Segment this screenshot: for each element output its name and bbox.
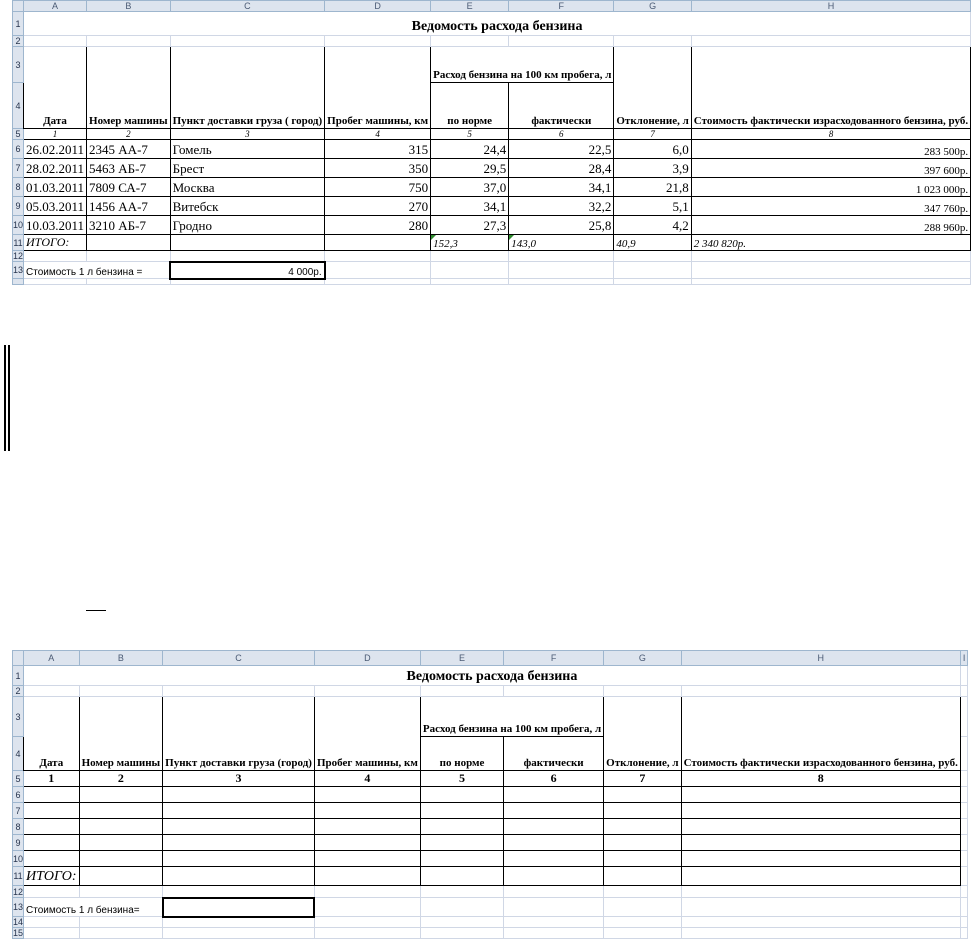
cell[interactable] [504, 886, 604, 898]
cell[interactable] [431, 36, 509, 47]
sheet-grid-template [12, 650, 968, 939]
cell[interactable] [24, 787, 80, 803]
cell-car[interactable]: 1456 АА-7 [87, 197, 171, 216]
header-date[interactable]: Дата [24, 47, 87, 129]
row-header-13[interactable]: 13 [13, 262, 24, 279]
row-header-5[interactable]: 5 [13, 771, 24, 787]
cell-city[interactable]: Брест [170, 159, 325, 178]
cell[interactable] [163, 835, 315, 851]
cell[interactable] [314, 819, 420, 835]
cell[interactable] [314, 787, 420, 803]
cell[interactable] [960, 771, 968, 787]
cell[interactable] [504, 851, 604, 867]
column-header-g[interactable]: G [614, 1, 691, 12]
sheet-grid-filled [12, 0, 971, 285]
header-deviation[interactable]: Отклонение, л [614, 47, 691, 129]
header-norm[interactable]: по норме [431, 83, 509, 129]
header-car-number[interactable]: Номер машины [79, 697, 163, 771]
cell[interactable] [504, 803, 604, 819]
table-row [13, 835, 968, 851]
totals-deviation[interactable]: 40,9 [614, 235, 691, 251]
cell-city[interactable]: Витебск [170, 197, 325, 216]
cell[interactable] [960, 819, 968, 835]
table-row [13, 803, 968, 819]
price-value-cell[interactable]: 4 000р. [170, 262, 325, 279]
cell[interactable] [960, 898, 968, 917]
sheet-title[interactable]: Ведомость расхода бензина [24, 666, 961, 686]
table-row [13, 819, 968, 835]
cell[interactable] [163, 803, 315, 819]
cell[interactable] [87, 279, 171, 285]
row-header-8[interactable]: 8 [13, 819, 24, 835]
table-row [13, 159, 971, 178]
cell[interactable] [24, 928, 80, 939]
column-number[interactable]: 5 [431, 129, 509, 140]
cell[interactable] [504, 867, 604, 886]
cell-deviation[interactable]: 6,0 [614, 140, 691, 159]
cell-car[interactable]: 2345 АА-7 [87, 140, 171, 159]
cell-cost[interactable]: 347 760р. [691, 197, 970, 216]
cell[interactable] [604, 835, 681, 851]
cell[interactable] [24, 835, 80, 851]
cell[interactable] [614, 279, 691, 285]
cell[interactable] [504, 819, 604, 835]
cell[interactable] [604, 867, 681, 886]
row-header-15[interactable]: 15 [13, 928, 24, 938]
cell[interactable] [163, 787, 315, 803]
sheet-title[interactable]: Ведомость расхода бензина [24, 12, 971, 36]
row-header-5[interactable]: 5 [13, 129, 24, 140]
row-header-1[interactable]: 1 [13, 12, 24, 36]
cell[interactable] [691, 262, 970, 279]
column-header-g[interactable]: G [604, 651, 681, 666]
row-header-2[interactable]: 2 [13, 36, 24, 47]
row-header-1[interactable]: 1 [13, 666, 24, 686]
column-number[interactable]: 7 [614, 129, 691, 140]
column-header-h[interactable]: H [681, 651, 960, 666]
cell[interactable] [325, 262, 431, 279]
cell[interactable] [24, 686, 80, 697]
cell[interactable] [509, 279, 614, 285]
row-header-10[interactable]: 10 [13, 216, 24, 235]
cell[interactable] [691, 251, 970, 262]
column-number[interactable]: 6 [509, 129, 614, 140]
cell[interactable] [691, 279, 970, 285]
cell[interactable] [691, 36, 970, 47]
cell-cost[interactable]: 397 600р. [691, 159, 970, 178]
cell[interactable] [431, 279, 509, 285]
cell[interactable] [681, 835, 960, 851]
cell[interactable] [314, 803, 420, 819]
cell[interactable] [170, 251, 325, 262]
cell[interactable] [960, 835, 968, 851]
cell[interactable] [509, 251, 614, 262]
table-row [13, 140, 971, 159]
cell-mileage[interactable]: 750 [325, 178, 431, 197]
column-header-h[interactable]: H [691, 1, 970, 12]
vertical-rule [8, 345, 10, 451]
cell-car[interactable]: 3210 АБ-7 [87, 216, 171, 235]
totals-norm[interactable] [431, 235, 509, 251]
cell-mileage[interactable]: 350 [325, 159, 431, 178]
row-header-9[interactable]: 9 [13, 197, 24, 216]
row-header-4[interactable]: 4 [13, 737, 24, 771]
totals-actual-value: 143,0 [511, 238, 536, 250]
cell[interactable] [24, 36, 87, 47]
cell[interactable] [960, 737, 968, 771]
select-all-corner[interactable] [13, 1, 24, 12]
cell[interactable] [314, 898, 420, 917]
table-row [13, 216, 971, 235]
header-norm[interactable]: по норме [420, 737, 503, 771]
cell[interactable] [24, 279, 87, 285]
formula-warning-indicator [431, 235, 436, 240]
cell[interactable] [681, 867, 960, 886]
cell[interactable] [681, 686, 960, 697]
cell-car[interactable]: 7809 СА-7 [87, 178, 171, 197]
cell-date[interactable]: 10.03.2011 [24, 216, 87, 235]
cell[interactable] [504, 835, 604, 851]
column-number[interactable]: 3 [170, 129, 325, 140]
cell-mileage[interactable]: 280 [325, 216, 431, 235]
cell[interactable] [960, 787, 968, 803]
column-number[interactable]: 8 [691, 129, 970, 140]
cell[interactable] [604, 686, 681, 697]
column-header-b[interactable]: B [87, 1, 171, 12]
column-header-c[interactable]: C [163, 651, 315, 666]
cell-norm[interactable]: 27,3 [431, 216, 509, 235]
cell[interactable] [325, 279, 431, 285]
cell[interactable] [314, 851, 420, 867]
spreadsheet-template [12, 650, 966, 938]
cell[interactable] [314, 686, 420, 697]
cell[interactable] [79, 867, 163, 886]
header-car-number[interactable]: Номер машины [87, 47, 171, 129]
column-header-a[interactable]: A [24, 651, 80, 666]
cell[interactable] [420, 803, 503, 819]
cell[interactable] [420, 886, 503, 898]
cell[interactable] [604, 819, 681, 835]
totals-cost[interactable]: 2 340 820р. [691, 235, 970, 251]
cell[interactable] [960, 886, 968, 898]
column-number[interactable]: 8 [681, 771, 960, 787]
table-row [13, 851, 968, 867]
header-mileage[interactable]: Пробег машины, км [325, 47, 431, 129]
cell[interactable] [79, 928, 163, 939]
cell[interactable] [509, 262, 614, 279]
column-number[interactable]: 5 [420, 771, 503, 787]
column-header-e[interactable]: E [431, 1, 509, 12]
cell[interactable] [420, 851, 503, 867]
vertical-rule [4, 345, 6, 451]
row-header-7[interactable]: 7 [13, 803, 24, 819]
column-number[interactable]: 2 [79, 771, 163, 787]
table-row [13, 178, 971, 197]
header-date[interactable]: Дата [24, 697, 80, 771]
cell[interactable] [24, 251, 87, 262]
cell[interactable] [681, 917, 960, 928]
cell-actual[interactable]: 34,1 [509, 178, 614, 197]
cell[interactable] [79, 686, 163, 697]
column-number[interactable]: 3 [163, 771, 315, 787]
cell[interactable] [420, 898, 503, 917]
cell-city[interactable]: Москва [170, 178, 325, 197]
header-cost[interactable]: Стоимость фактически израсходованного бензина, руб. [681, 697, 960, 771]
cell[interactable] [79, 819, 163, 835]
column-header-e[interactable]: E [420, 651, 503, 666]
cell[interactable] [170, 235, 325, 251]
row-header-14[interactable] [13, 279, 24, 285]
cell[interactable] [314, 928, 420, 939]
row-header-8[interactable]: 8 [13, 178, 24, 197]
row-header-12[interactable]: 12 [13, 886, 24, 897]
header-delivery-point[interactable]: Пункт доставки груза ( город) [170, 47, 325, 129]
cell-date[interactable]: 26.02.2011 [24, 140, 87, 159]
cell[interactable] [681, 851, 960, 867]
header-actual[interactable]: фактически [504, 737, 604, 771]
column-number[interactable]: 2 [87, 129, 171, 140]
cell[interactable] [960, 928, 968, 939]
cell[interactable] [504, 917, 604, 928]
cell[interactable] [24, 819, 80, 835]
cell[interactable] [79, 803, 163, 819]
cell[interactable] [504, 686, 604, 697]
row-header-10[interactable]: 10 [13, 851, 24, 867]
cell[interactable] [87, 36, 171, 47]
cell-norm[interactable]: 24,4 [431, 140, 509, 159]
table-row [13, 787, 968, 803]
select-all-corner[interactable] [13, 651, 24, 666]
cell[interactable] [604, 886, 681, 898]
cell-date[interactable]: 28.02.2011 [24, 159, 87, 178]
row-header-6[interactable]: 6 [13, 140, 24, 159]
cell-city[interactable]: Гродно [170, 216, 325, 235]
cell[interactable] [504, 898, 604, 917]
cell-actual[interactable]: 22,5 [509, 140, 614, 159]
cell[interactable] [509, 36, 614, 47]
row-header-11[interactable]: 11 [13, 867, 24, 886]
row-header-3[interactable]: 3 [13, 697, 24, 737]
row-header-9[interactable]: 9 [13, 835, 24, 851]
cell[interactable] [163, 917, 315, 928]
cell[interactable] [79, 917, 163, 928]
cell[interactable] [314, 835, 420, 851]
cell[interactable] [163, 851, 315, 867]
header-fuel-per-100[interactable]: Расход бензина на 100 км пробега, л [420, 697, 603, 737]
cell[interactable] [163, 686, 315, 697]
cell[interactable] [79, 787, 163, 803]
column-header-c[interactable]: C [170, 1, 325, 12]
price-value-cell[interactable] [163, 898, 315, 917]
cell-date[interactable]: 05.03.2011 [24, 197, 87, 216]
short-underline [86, 610, 106, 611]
column-number[interactable]: 1 [24, 771, 80, 787]
cell[interactable] [431, 262, 509, 279]
column-number[interactable]: 6 [504, 771, 604, 787]
column-header-d[interactable]: D [325, 1, 431, 12]
cell[interactable] [314, 867, 420, 886]
cell[interactable] [24, 886, 80, 898]
price-label[interactable]: Стоимость 1 л бензина = [24, 262, 171, 279]
cell[interactable] [420, 686, 503, 697]
cell[interactable] [604, 928, 681, 939]
row-header-13[interactable]: 13 [13, 898, 24, 917]
cell[interactable] [960, 697, 968, 737]
cell-deviation[interactable]: 21,8 [614, 178, 691, 197]
cell[interactable] [604, 787, 681, 803]
cell[interactable] [681, 898, 960, 917]
totals-actual[interactable] [509, 235, 614, 251]
cell[interactable] [420, 819, 503, 835]
cell[interactable] [960, 803, 968, 819]
cell[interactable] [420, 867, 503, 886]
cell-deviation[interactable]: 4,2 [614, 216, 691, 235]
header-deviation[interactable]: Отклонение, л [604, 697, 681, 771]
cell[interactable] [170, 279, 325, 285]
cell-deviation[interactable]: 5,1 [614, 197, 691, 216]
cell[interactable] [163, 928, 315, 939]
cell[interactable] [614, 262, 691, 279]
cell[interactable] [681, 886, 960, 898]
cell[interactable] [325, 36, 431, 47]
cell-city[interactable]: Гомель [170, 140, 325, 159]
column-header-a[interactable]: A [24, 1, 87, 12]
cell[interactable] [24, 803, 80, 819]
totals-label[interactable]: ИТОГО: [24, 235, 87, 251]
cell[interactable] [163, 867, 315, 886]
cell-norm[interactable]: 37,0 [431, 178, 509, 197]
column-header-f[interactable]: F [509, 1, 614, 12]
cell-date[interactable]: 01.03.2011 [24, 178, 87, 197]
cell[interactable] [314, 886, 420, 898]
cell[interactable] [960, 867, 968, 886]
cell[interactable] [960, 851, 968, 867]
cell-cost[interactable]: 1 023 000р. [691, 178, 970, 197]
cell[interactable] [960, 686, 968, 697]
column-number[interactable]: 4 [314, 771, 420, 787]
cell[interactable] [420, 835, 503, 851]
cell[interactable] [604, 898, 681, 917]
column-header-d[interactable]: D [314, 651, 420, 666]
row-header-3[interactable]: 3 [13, 47, 24, 83]
cell[interactable] [87, 235, 171, 251]
cell[interactable] [604, 803, 681, 819]
cell[interactable] [420, 917, 503, 928]
cell-actual[interactable]: 28,4 [509, 159, 614, 178]
cell-mileage[interactable]: 315 [325, 140, 431, 159]
cell[interactable] [325, 251, 431, 262]
cell[interactable] [87, 251, 171, 262]
formula-warning-indicator [509, 235, 514, 240]
cell[interactable] [79, 835, 163, 851]
row-header-7[interactable]: 7 [13, 159, 24, 178]
cell[interactable] [681, 928, 960, 939]
cell[interactable] [604, 851, 681, 867]
column-number[interactable]: 7 [604, 771, 681, 787]
spreadsheet-filled [12, 0, 969, 292]
cell[interactable] [420, 787, 503, 803]
header-fuel-per-100[interactable]: Расход бензина на 100 км пробега, л [431, 47, 614, 83]
totals-label[interactable]: ИТОГО: [24, 867, 80, 886]
column-header-i[interactable]: I [960, 651, 968, 666]
cell[interactable] [960, 666, 968, 686]
cell[interactable] [614, 251, 691, 262]
cell-cost[interactable]: 283 500р. [691, 140, 970, 159]
cell[interactable] [504, 787, 604, 803]
cell[interactable] [431, 251, 509, 262]
cell[interactable] [79, 886, 163, 898]
header-delivery-point[interactable]: Пункт доставки груза (город) [163, 697, 315, 771]
row-header-12[interactable]: 12 [13, 251, 24, 261]
cell[interactable] [163, 886, 315, 898]
cell[interactable] [325, 235, 431, 251]
cell[interactable] [681, 787, 960, 803]
totals-row [13, 235, 971, 251]
column-number[interactable]: 1 [24, 129, 87, 140]
cell[interactable] [79, 851, 163, 867]
row-header-2[interactable]: 2 [13, 686, 24, 697]
table-row [13, 197, 971, 216]
cell[interactable] [163, 819, 315, 835]
cell-cost[interactable]: 288 960р. [691, 216, 970, 235]
price-label[interactable]: Стоимость 1 л бензина= [24, 898, 163, 917]
cell[interactable] [504, 928, 604, 939]
cell[interactable] [604, 917, 681, 928]
cell-norm[interactable]: 34,1 [431, 197, 509, 216]
cell-mileage[interactable]: 270 [325, 197, 431, 216]
column-header-f[interactable]: F [504, 651, 604, 666]
cell-car[interactable]: 5463 АБ-7 [87, 159, 171, 178]
cell[interactable] [170, 36, 325, 47]
row-header-4[interactable]: 4 [13, 83, 24, 129]
cell[interactable] [681, 819, 960, 835]
cell-deviation[interactable]: 3,9 [614, 159, 691, 178]
column-header-b[interactable]: B [79, 651, 163, 666]
header-cost[interactable]: Стоимость фактически израсходованного бензина, руб. [691, 47, 970, 129]
totals-row [13, 867, 968, 886]
cell[interactable] [681, 803, 960, 819]
cell-actual[interactable]: 25,8 [509, 216, 614, 235]
row-header-14[interactable]: 14 [13, 917, 24, 927]
cell[interactable] [960, 917, 968, 928]
cell[interactable] [314, 917, 420, 928]
cell[interactable] [614, 36, 691, 47]
column-number[interactable]: 4 [325, 129, 431, 140]
cell[interactable] [24, 917, 80, 928]
header-actual[interactable]: фактически [509, 83, 614, 129]
cell[interactable] [24, 851, 80, 867]
row-header-6[interactable]: 6 [13, 787, 24, 803]
cell-norm[interactable]: 29,5 [431, 159, 509, 178]
cell[interactable] [420, 928, 503, 939]
header-mileage[interactable]: Пробег машины, км [314, 697, 420, 771]
totals-norm-value: 152,3 [433, 238, 458, 250]
row-header-11[interactable]: 11 [13, 235, 24, 251]
cell-actual[interactable]: 32,2 [509, 197, 614, 216]
